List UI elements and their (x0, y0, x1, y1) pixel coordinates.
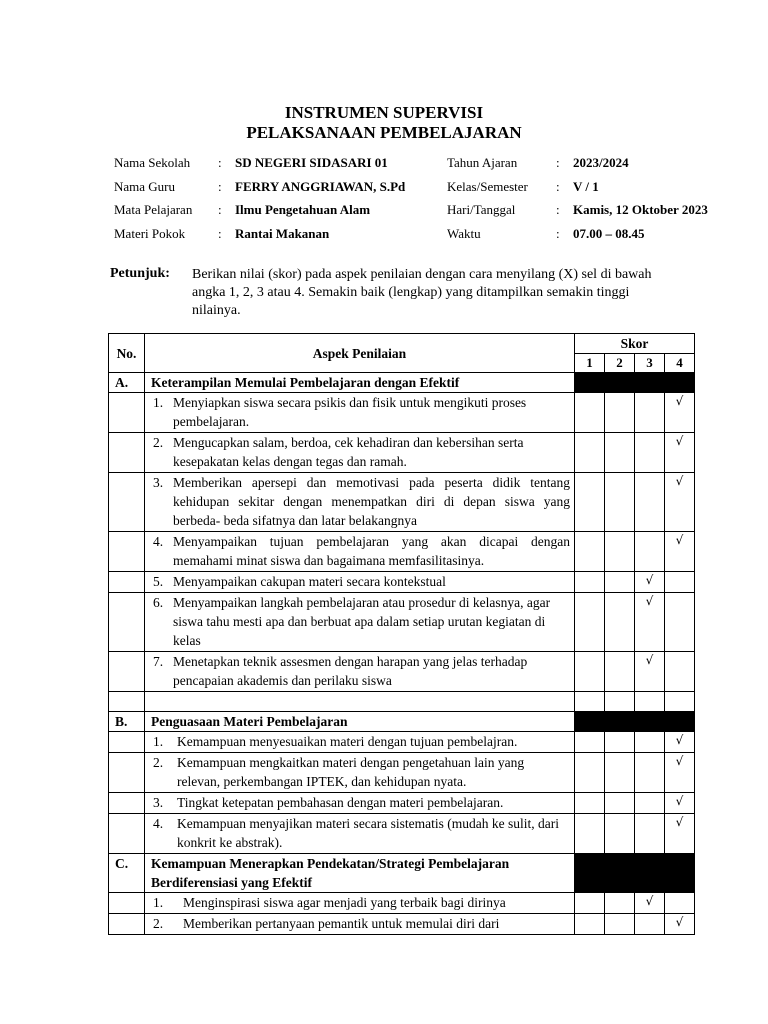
check-mark-icon: √ (675, 794, 684, 808)
item-number: 3. (153, 475, 164, 490)
section-title: Kemampuan Menerapkan Pendekatan/Strategi Pembelajaran Berdiferensiasi yang Efektif (145, 854, 575, 893)
score-cell-2[interactable] (605, 652, 635, 692)
info-colon: : (556, 155, 560, 170)
check-mark-icon: √ (675, 815, 684, 829)
section-row (109, 712, 695, 732)
score-cell-1[interactable] (575, 914, 605, 935)
info-colon: : (556, 202, 560, 217)
info-value: FERRY ANGGRIAWAN, S.Pd (235, 179, 406, 194)
item-text: Menyampaikan langkah pembelajaran atau prosedur di kelasnya, agar siswa tahu mesti apa dan berbuat apa dalam setiap urutan kegiatan di kelas (173, 595, 551, 648)
aspect-cell (145, 914, 575, 935)
score-cell-2[interactable] (605, 593, 635, 652)
section-letter: A. (109, 373, 145, 393)
score-cell-3[interactable] (635, 814, 665, 854)
score-cell-1[interactable] (575, 532, 605, 572)
score-cell-1[interactable] (575, 593, 605, 652)
score-cell-1[interactable] (575, 393, 605, 433)
score-cell-1[interactable] (575, 753, 605, 793)
check-mark-icon: √ (645, 653, 654, 667)
score-cell-4[interactable] (665, 532, 695, 572)
check-mark-icon: √ (645, 573, 654, 587)
row-no-cell (109, 393, 145, 433)
info-colon: : (556, 226, 560, 241)
item-number: 4. (153, 534, 164, 549)
aspect-cell (145, 732, 575, 753)
score-cell-2[interactable] (605, 914, 635, 935)
row-no-cell (109, 433, 145, 473)
score-cell-3[interactable] (635, 652, 665, 692)
check-mark-icon: √ (675, 733, 684, 747)
doc-title-line1: INSTRUMEN SUPERVISI (284, 103, 484, 122)
score-cell-4[interactable] (665, 692, 695, 712)
score-cell-1[interactable] (575, 433, 605, 473)
score-cell-3[interactable] (635, 433, 665, 473)
score-cell-4[interactable] (665, 893, 695, 914)
info-colon: : (218, 202, 222, 217)
aspect-cell (145, 793, 575, 814)
score-cell-1[interactable] (575, 652, 605, 692)
table-row (109, 893, 695, 914)
table-row (109, 732, 695, 753)
aspect-cell (145, 692, 575, 712)
score-cell-3[interactable] (635, 732, 665, 753)
item-text: Tingkat ketepatan pembahasan dengan materi pembelajaran. (177, 795, 504, 810)
table-row (109, 593, 695, 652)
item-number: 6. (153, 595, 164, 610)
table-row (109, 753, 695, 793)
item-number: 1. (153, 895, 164, 910)
score-cell-4[interactable] (665, 473, 695, 532)
score-cell-4[interactable] (665, 572, 695, 593)
score-cell-2[interactable] (605, 793, 635, 814)
table-row (109, 433, 695, 473)
score-cell-4[interactable] (665, 793, 695, 814)
aspect-cell (145, 652, 575, 692)
section-score-shade (575, 854, 695, 893)
row-no-cell (109, 473, 145, 532)
item-text: Menginspirasi siswa agar menjadi yang terbaik bagi dirinya (183, 895, 506, 910)
table-row (109, 473, 695, 532)
check-mark-icon: √ (675, 915, 684, 929)
score-cell-4[interactable] (665, 433, 695, 473)
score-cell-2[interactable] (605, 433, 635, 473)
score-cell-4[interactable] (665, 914, 695, 935)
score-cell-1[interactable] (575, 473, 605, 532)
section-letter: B. (109, 712, 145, 732)
score-cell-4[interactable] (665, 753, 695, 793)
info-value: Rantai Makanan (235, 226, 330, 241)
petunjuk-text: Berikan nilai (skor) pada aspek penilaian dengan cara menyilang (X) sel di bawah angka 1, 2, 3 atau 4. Semakin baik (lengkap) yang ditampilkan semakin tinggi nilainya. (192, 267, 652, 318)
aspect-cell (145, 893, 575, 914)
info-colon: : (218, 155, 222, 170)
item-text: Mengucapkan salam, berdoa, cek kehadiran dan kebersihan serta kesepakatan kelas dengan tegas dan ramah. (173, 435, 524, 469)
score-cell-2[interactable] (605, 572, 635, 593)
info-label: Materi Pokok (114, 226, 186, 241)
assessment-table (108, 333, 695, 935)
item-number: 2. (153, 755, 164, 770)
score-cell-4[interactable] (665, 593, 695, 652)
item-text: Kemampuan mengkaitkan materi dengan pengetahuan lain yang relevan, perkembangan IPTEK, dan kehidupan nyata. (177, 755, 525, 789)
info-value: SD NEGERI SIDASARI 01 (235, 155, 388, 170)
info-value: Ilmu Pengetahuan Alam (235, 202, 371, 217)
score-cell-4[interactable] (665, 393, 695, 433)
item-text: Memberikan pertanyaan pemantik untuk memulai diri dari (183, 916, 500, 931)
score-cell-3[interactable] (635, 593, 665, 652)
check-mark-icon: √ (675, 533, 684, 547)
table-row (109, 572, 695, 593)
check-mark-icon: √ (675, 434, 684, 448)
info-value: 07.00 – 08.45 (573, 226, 645, 241)
row-no-cell (109, 753, 145, 793)
score-cell-1[interactable] (575, 692, 605, 712)
item-text: Memberikan apersepi dan memotivasi pada peserta didik tentang kehidupan sekitar dengan menempatkan diri di depan siswa yang berbeda- beda sifatnya dan latar belakangnya (173, 475, 570, 528)
score-cell-3[interactable] (635, 532, 665, 572)
aspect-cell (145, 532, 575, 572)
score-cell-1[interactable] (575, 572, 605, 593)
info-value: Kamis, 12 Oktober 2023 (573, 202, 708, 217)
score-cell-1[interactable] (575, 732, 605, 753)
row-no-cell (109, 893, 145, 914)
doc-title-line2: PELAKSANAAN PEMBELAJARAN (246, 123, 522, 142)
item-text: Menetapkan teknik assesmen dengan harapan yang jelas terhadap pencapaian akademis dan perilaku siswa (173, 654, 528, 688)
score-cell-2[interactable] (605, 692, 635, 712)
row-no-cell (109, 652, 145, 692)
item-text: Menyiapkan siswa secara psikis dan fisik untuk mengikuti proses pembelajaran. (173, 395, 527, 429)
row-no-cell (109, 572, 145, 593)
item-number: 1. (153, 395, 164, 410)
info-value: 2023/2024 (573, 155, 629, 170)
table-row (109, 692, 695, 712)
row-no-cell (109, 732, 145, 753)
aspect-cell (145, 572, 575, 593)
score-cell-1[interactable] (575, 893, 605, 914)
section-score-shade (575, 712, 695, 732)
score-cell-2[interactable] (605, 893, 635, 914)
table-row (109, 814, 695, 854)
aspect-cell (145, 814, 575, 854)
item-number: 2. (153, 916, 164, 931)
item-number: 4. (153, 816, 164, 831)
item-number: 5. (153, 574, 164, 589)
score-cell-2[interactable] (605, 393, 635, 433)
petunjuk-label: Petunjuk: (110, 266, 170, 281)
item-number: 7. (153, 654, 164, 669)
row-no-cell (109, 692, 145, 712)
section-row (109, 854, 695, 893)
score-header-4: 4 (665, 354, 695, 373)
header-skor: Skor (575, 334, 695, 354)
score-cell-3[interactable] (635, 572, 665, 593)
score-header-3: 3 (635, 354, 665, 373)
aspect-cell (145, 473, 575, 532)
info-label: Kelas/Semester (447, 179, 528, 194)
header-aspek: Aspek Penilaian (145, 334, 575, 373)
table-row (109, 652, 695, 692)
section-title: Keterampilan Memulai Pembelajaran dengan Efektif (145, 373, 575, 393)
item-text: Menyampaikan cakupan materi secara kontekstual (173, 574, 446, 589)
section-score-shade (575, 373, 695, 393)
info-label: Nama Guru (114, 179, 176, 194)
info-value: V / 1 (573, 179, 599, 194)
item-text: Kemampuan menyajikan materi secara sistematis (mudah ke sulit, dari konkrit ke abstrak). (177, 816, 560, 850)
table-row (109, 393, 695, 433)
check-mark-icon: √ (675, 474, 684, 488)
score-cell-1[interactable] (575, 814, 605, 854)
aspect-cell (145, 393, 575, 433)
score-cell-2[interactable] (605, 473, 635, 532)
item-text: Kemampuan menyesuaikan materi dengan tujuan pembelajran. (177, 734, 518, 749)
score-cell-4[interactable] (665, 732, 695, 753)
aspect-cell (145, 753, 575, 793)
item-number: 3. (153, 795, 164, 810)
aspect-cell (145, 433, 575, 473)
aspect-cell (145, 593, 575, 652)
score-cell-2[interactable] (605, 532, 635, 572)
info-label: Waktu (447, 226, 481, 241)
score-cell-4[interactable] (665, 652, 695, 692)
check-mark-icon: √ (675, 394, 684, 408)
section-row (109, 373, 695, 393)
score-cell-2[interactable] (605, 753, 635, 793)
item-number: 2. (153, 435, 164, 450)
table-row (109, 793, 695, 814)
row-no-cell (109, 593, 145, 652)
section-letter: C. (109, 854, 145, 893)
score-header-2: 2 (605, 354, 635, 373)
score-cell-2[interactable] (605, 814, 635, 854)
row-no-cell (109, 793, 145, 814)
info-label: Mata Pelajaran (114, 202, 193, 217)
row-no-cell (109, 532, 145, 572)
score-cell-4[interactable] (665, 814, 695, 854)
score-cell-3[interactable] (635, 914, 665, 935)
info-label: Hari/Tanggal (447, 202, 516, 217)
score-cell-3[interactable] (635, 692, 665, 712)
score-cell-2[interactable] (605, 732, 635, 753)
info-colon: : (556, 179, 560, 194)
score-cell-3[interactable] (635, 793, 665, 814)
row-no-cell (109, 914, 145, 935)
item-number: 1. (153, 734, 164, 749)
score-header-1: 1 (575, 354, 605, 373)
header-no: No. (109, 334, 145, 373)
check-mark-icon: √ (645, 594, 654, 608)
section-title: Penguasaan Materi Pembelajaran (145, 712, 575, 732)
info-label: Tahun Ajaran (447, 155, 518, 170)
score-cell-3[interactable] (635, 753, 665, 793)
score-cell-3[interactable] (635, 893, 665, 914)
table-row (109, 532, 695, 572)
info-colon: : (218, 179, 222, 194)
row-no-cell (109, 814, 145, 854)
item-text: Menyampaikan tujuan pembelajaran yang akan dicapai dengan memahami minat siswa dan bagaimana memfasilitasinya. (173, 534, 570, 568)
check-mark-icon: √ (645, 894, 654, 908)
check-mark-icon: √ (675, 754, 684, 768)
score-cell-1[interactable] (575, 793, 605, 814)
score-cell-3[interactable] (635, 393, 665, 433)
info-colon: : (218, 226, 222, 241)
table-row (109, 914, 695, 935)
info-label: Nama Sekolah (114, 155, 191, 170)
score-cell-3[interactable] (635, 473, 665, 532)
